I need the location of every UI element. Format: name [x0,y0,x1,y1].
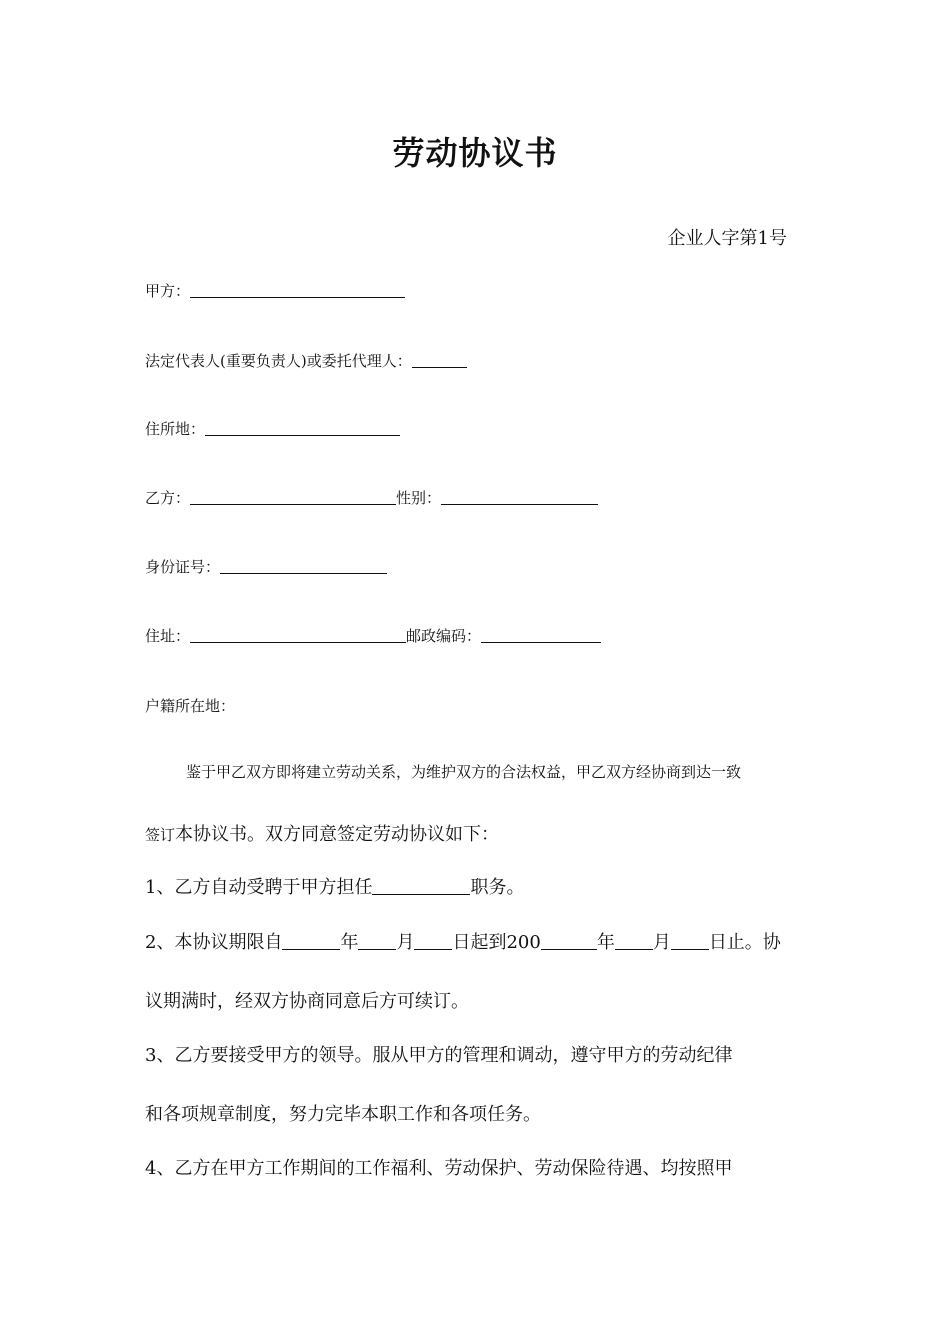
address-a-line [145,418,400,439]
id-number-line [145,556,387,577]
clause-2-line-1 [145,928,781,954]
clause-2-start: 2、本协议期限自 [145,932,283,953]
clause-4-line-1: 4、乙方在甲方工作期间的工作福利、劳动保护、劳动保险待遇、均按照甲 [145,1158,733,1179]
position-blank[interactable] [372,893,470,895]
party-b-blank[interactable] [190,503,396,505]
start-year-label: 年 [340,932,359,953]
party-b-label: 乙方： [145,489,191,507]
start-year-blank[interactable] [282,948,340,950]
party-b-line [145,487,598,508]
party-a-label: 甲方： [145,282,191,300]
postcode-blank[interactable] [481,641,601,643]
document-number: 企业人字第1号 [667,228,787,249]
intro-agreement-text: 本协议书。双方同意签定劳动协议如下： [175,824,500,845]
legal-rep-line [145,350,467,371]
document-title: 劳动协议书 [392,134,558,172]
clause-3-line-2: 和各项规章制度，努力完毕本职工作和各项任务。 [145,1104,541,1125]
end-month-label: 月 [652,932,671,953]
postcode-label: 邮政编码： [406,627,482,645]
clause-1-text: 1、乙方自动受聘于甲方担任 [145,877,373,898]
address-b-label: 住址： [145,627,191,645]
end-day-blank[interactable] [671,948,709,950]
gender-blank[interactable] [441,503,598,505]
end-year-blank[interactable] [541,948,597,950]
address-b-blank[interactable] [190,641,406,643]
end-month-blank[interactable] [615,948,653,950]
id-number-label: 身份证号： [145,558,221,576]
end-year-label: 年 [596,932,615,953]
clause-1 [145,873,524,899]
household-label: 户籍所在地： [145,697,236,715]
intro-line-2 [145,820,499,846]
party-a-line [145,280,405,301]
household-line [145,695,235,716]
address-a-label: 住所地： [145,420,206,438]
id-number-blank[interactable] [220,572,387,574]
clause-1-end: 职务。 [470,877,525,898]
legal-rep-blank[interactable] [412,366,467,368]
legal-rep-label: 法定代表人(重要负责人)或委托代理人： [145,352,412,370]
end-day-label: 日止。协 [708,932,781,953]
clause-3-line-1: 3、乙方要接受甲方的领导。服从甲方的管理和调动，遵守甲方的劳动纪律 [145,1045,733,1066]
intro-sign-word: 签订 [145,826,176,844]
start-month-label: 月 [396,932,415,953]
start-month-blank[interactable] [358,948,396,950]
start-day-blank[interactable] [414,948,452,950]
start-day-label: 日起到200 [452,932,541,953]
address-b-line [145,625,601,646]
address-a-blank[interactable] [205,434,400,436]
gender-label: 性别： [396,489,442,507]
party-a-blank[interactable] [190,296,405,298]
clause-2-line-2: 议期满时，经双方协商同意后方可续订。 [145,991,469,1012]
intro-line-1: 鉴于甲乙双方即将建立劳动关系，为维护双方的合法权益，甲乙双方经协商到达一致 [186,763,742,781]
